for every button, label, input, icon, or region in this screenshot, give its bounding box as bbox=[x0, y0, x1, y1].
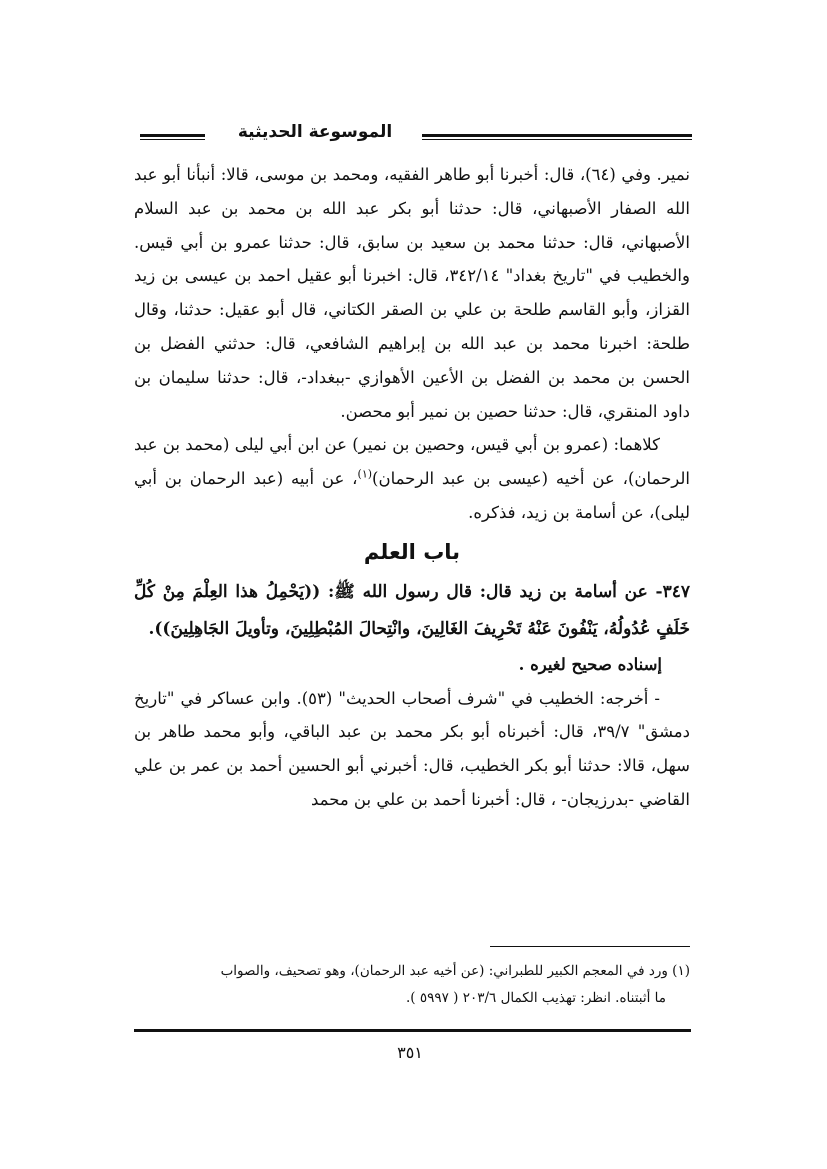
running-header bbox=[140, 120, 692, 150]
body-text bbox=[134, 158, 690, 817]
paragraph-both-narrators bbox=[134, 428, 690, 529]
header-rule-right bbox=[422, 134, 692, 137]
footnote-1-line1: (١) ورد في المعجم الكبير للطبراني: (عن أخيه عبد الرحمان)، وهو تصحيف، والصواب bbox=[220, 963, 690, 979]
bottom-rule bbox=[134, 1029, 691, 1032]
paragraph-both-part1: كلاهما: (عمرو بن أبي قيس، وحصين بن نمير) عن ابن أبي ليلى (محمد بن عبد الرحمان)، عن أخيه (عيسى بن عبد الرحمان) bbox=[134, 435, 690, 489]
header-title: الموسوعة الحديثية bbox=[237, 122, 393, 142]
hadith-grade: إسناده صحيح لغيره . bbox=[518, 654, 662, 674]
footnote-separator bbox=[490, 946, 690, 947]
footnote-1-line2: ما أثبتناه. انظر: تهذيب الكمال ٢٠٣/٦ ( ٥٩٩٧ ). bbox=[405, 990, 666, 1006]
paragraph-sources: نمير. وفي (٦٤)، قال: أخبرنا أبو طاهر الفقيه، ومحمد بن موسى، قالا: أنبأنا أبو عبد الله الصفار الأصبهاني، قال: حدثنا أبو بكر عبد الله بن محمد بن عبد السلام الأصبهاني، قال: حدثنا محمد بن سعيد بن سابق، قال: حدثنا عمرو بن أبي قيس. والخطيب في "تاريخ بغداد" ٣٤٢/١٤، قال: اخبرنا أبو عقيل احمد بن عيسى بن زيد القزاز، وأبو القاسم طلحة بن علي بن الصقر الكتاني، قال أبو عقيل: حدثنا، وقال طلحة: اخبرنا محمد بن عبد الله بن إبراهيم الشافعي، قال: حدثني الفضل بن الحسن بن محمد بن الفضل بن الأعين الأهوازي -ببغداد-، قال: حدثنا سليمان بن داود المنقري، قال: حدثنا حصين بن نمير أبو محصن. bbox=[134, 165, 691, 421]
header-rule-left bbox=[140, 134, 205, 137]
footnotes bbox=[134, 958, 690, 1012]
page-number: ٣٥١ bbox=[397, 1043, 423, 1062]
paragraph-both-part2: ، عن أبيه (عبد الرحمان بن أبي ليلى)، عن أسامة بن زيد، فذكره. bbox=[134, 469, 690, 522]
hadith-text: ٣٤٧- عن أسامة بن زيد قال: قال رسول الله ﷺ: ((يَحْمِلُ هذا العِلْمَ مِنْ كُلِّ خَلَفٍ عُدُولُهُ، يَنْفُونَ عَنْهُ تَحْرِيفَ الغَالِينَ، وانْتِحالَ المُبْطِلِينَ، وتأويلَ الجَاهِلِينَ)). bbox=[134, 581, 690, 639]
footnote-reference[interactable]: (١) bbox=[357, 467, 373, 481]
chapter-title: باب العلم bbox=[363, 539, 461, 564]
paragraph-takhrij: - أخرجه: الخطيب في "شرف أصحاب الحديث" (٥٣). وابن عساكر في "تاريخ دمشق" ٣٩/٧، قال: أخبرناه أبو بكر محمد بن عبد الباقي، وأبو محمد طاهر بن سهل، قالا: حدثنا أبو بكر الخطيب، قال: أخبرني أبو الحسين أحمد بن عمر بن علي القاضي -بدرزيجان- ، قال: أخبرنا أحمد بن علي بن محمد bbox=[134, 688, 690, 809]
